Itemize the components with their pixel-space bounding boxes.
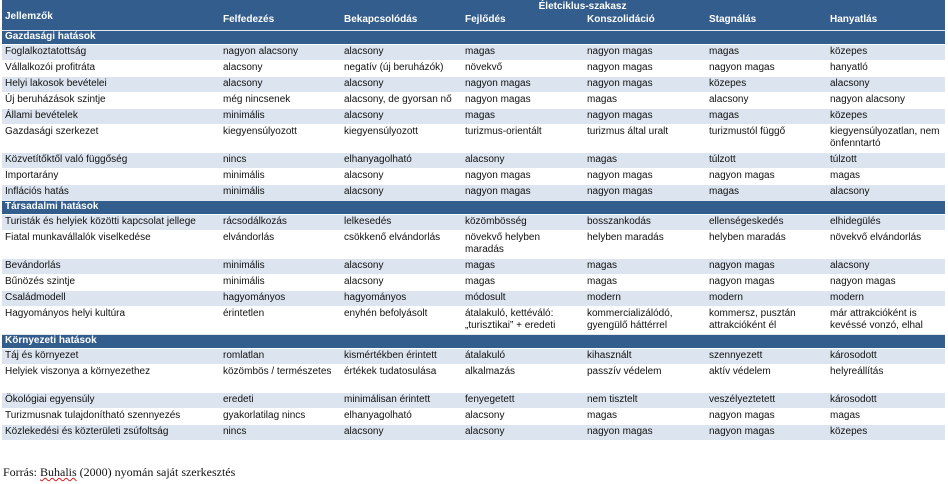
stage-value-cell: magas [584,409,706,425]
stage-value-cell: alacsony [341,185,462,201]
row-label: Bevándorlás [2,259,220,275]
row-label: Közlekedési és közterületi zsúfoltság [2,425,220,441]
stage-value-cell: elhanyagolható [341,153,462,169]
section-title: Környezeti hatások [2,335,945,349]
source-prefix: Forrás: [3,465,40,479]
stage-value-cell: magas [706,45,827,61]
row-label: Inflációs hatás [2,185,220,201]
stage-value-cell: nem tisztelt [584,393,706,409]
section-title: Társadalmi hatások [2,201,945,215]
table-row [2,93,945,109]
row-label: Új beruházások szintje [2,93,220,109]
stage-value-cell: minimális [220,259,341,275]
stage-value-cell: átalakuló [462,349,584,365]
stage-value-cell: bosszankodás [584,215,706,231]
stage-value-cell: nagyon magas [706,169,827,185]
stage-value-cell: növekvő elvándorlás [827,231,945,259]
stage-value-cell: nagyon magas [827,275,945,291]
table-row [2,125,945,153]
stage-value-cell: veszélyeztetett [706,393,827,409]
stage-value-cell: alacsony [220,77,341,93]
stage-value-cell: nagyon magas [706,425,827,441]
row-label: Közvetítőktől való függőség [2,153,220,169]
table-row [2,185,945,201]
stage-value-cell: aktív védelem [706,365,827,393]
row-label: Turizmusnak tulajdonítható szennyezés [2,409,220,425]
stage-value-cell: minimálisan érintett [341,393,462,409]
stage-value-cell: nagyon magas [584,169,706,185]
table-row [2,291,945,307]
stage-value-cell: gyakorlatilag nincs [220,409,341,425]
stage-value-cell: nagyon alacsony [827,93,945,109]
stage-value-cell: hagyományos [341,291,462,307]
stage-value-cell: elvándorlás [220,231,341,259]
section-header-row [2,201,945,215]
stage-value-cell: minimális [220,275,341,291]
stage-value-cell: nincs [220,425,341,441]
stage-header: Konszolidáció [584,14,706,31]
stage-value-cell: lelkesedés [341,215,462,231]
stage-value-cell: romlatlan [220,349,341,365]
stage-header: Stagnálás [706,14,827,31]
stage-value-cell: növekvő helyben maradás [462,231,584,259]
stage-value-cell: károsodott [827,349,945,365]
stage-value-cell: nincs [220,153,341,169]
stage-value-cell: nagyon magas [706,409,827,425]
stage-header: Felfedezés [220,14,341,31]
row-label: Állami bevételek [2,109,220,125]
row-label: Fiatal munkavállalók viselkedése [2,231,220,259]
stage-value-cell: nagyon magas [706,275,827,291]
stage-value-cell: magas [462,109,584,125]
stage-value-cell: közepes [827,425,945,441]
stage-value-cell: turizmus-orientált [462,125,584,153]
table-row [2,109,945,125]
table-row [2,275,945,291]
stage-value-cell: magas [462,275,584,291]
stage-value-cell: közepes [706,77,827,93]
row-label: Foglalkoztatottság [2,45,220,61]
stage-value-cell: alacsony [341,109,462,125]
stage-value-cell: nagyon magas [584,185,706,201]
stage-value-cell: modern [827,291,945,307]
table-row [2,259,945,275]
stage-value-cell: már attrakcióként is kevéssé vonzó, elhal [827,307,945,335]
table-row [2,61,945,77]
stage-value-cell: kismértékben érintett [341,349,462,365]
stage-value-cell: alacsony, de gyorsan nő [341,93,462,109]
stage-value-cell: enyhén befolyásolt [341,307,462,335]
stage-header: Fejlődés [462,14,584,31]
stage-value-cell: magas [584,259,706,275]
stage-value-cell: rácsodálkozás [220,215,341,231]
stage-value-cell: minimális [220,169,341,185]
stage-value-cell: magas [462,259,584,275]
stage-value-cell: értékek tudatosulása [341,365,462,393]
stage-value-cell: minimális [220,109,341,125]
stage-value-cell: helyreállítás [827,365,945,393]
table-row [2,307,945,335]
stage-value-cell: magas [706,185,827,201]
stage-value-cell: alacsony [341,45,462,61]
stage-value-cell: minimális [220,185,341,201]
table-row [2,169,945,185]
stage-value-cell: nagyon magas [584,45,706,61]
stage-value-cell: turizmus által uralt [584,125,706,153]
stage-value-cell: szennyezett [706,349,827,365]
stage-value-cell: turizmustól függő [706,125,827,153]
stage-value-cell: kiegyensúlyozatlan, nem önfenntartó [827,125,945,153]
stage-value-cell: érintetlen [220,307,341,335]
stage-value-cell: magas [827,409,945,425]
row-label: Bűnözés szintje [2,275,220,291]
stage-value-cell: növekvő [462,61,584,77]
table-row [2,215,945,231]
stage-header: Bekapcsolódás [341,14,462,31]
row-label: Családmodell [2,291,220,307]
table-row [2,231,945,259]
stage-value-cell: átalakuló, kettéváló: „turisztikai” + eredeti [462,307,584,335]
stage-value-cell: fenyegetett [462,393,584,409]
row-label: Táj és környezet [2,349,220,365]
stage-value-cell: nagyon magas [462,77,584,93]
stage-value-cell: hanyatló [827,61,945,77]
row-label: Gazdasági szerkezet [2,125,220,153]
stage-value-cell: alkalmazás [462,365,584,393]
stage-value-cell: közepes [827,109,945,125]
stage-value-cell: elhanyagolható [341,409,462,425]
stage-value-cell: ellenségeskedés [706,215,827,231]
stage-value-cell: alacsony [341,169,462,185]
stage-value-cell: magas [462,45,584,61]
stage-value-cell: passzív védelem [584,365,706,393]
stage-value-cell: magas [584,93,706,109]
header-row-group [2,0,945,14]
table-row [2,77,945,93]
stage-value-cell: kiegyensúlyozott [341,125,462,153]
stage-value-cell: közömbös / természetes [220,365,341,393]
table-row [2,349,945,365]
stage-value-cell: még nincsenek [220,93,341,109]
stage-value-cell: alacsony [341,259,462,275]
stage-value-cell: modern [584,291,706,307]
stage-value-cell: nagyon magas [584,77,706,93]
stage-value-cell: hagyományos [220,291,341,307]
stage-value-cell: alacsony [827,185,945,201]
source-author: Buhalis [40,465,77,479]
table-row [2,393,945,409]
stage-value-cell: nagyon magas [584,61,706,77]
stage-value-cell: kommersz, pusztán attrakcióként él [706,307,827,335]
row-label: Importarány [2,169,220,185]
stage-value-cell: károsodott [827,393,945,409]
stage-header: Hanyatlás [827,14,945,31]
stage-value-cell: magas [584,275,706,291]
stage-value-cell: kiegyensúlyozott [220,125,341,153]
stage-value-cell: alacsony [341,425,462,441]
stage-value-cell: negatív (új beruházók) [341,61,462,77]
stage-value-cell: alacsony [341,77,462,93]
stage-value-cell: nagyon magas [462,93,584,109]
stage-value-cell: magas [706,109,827,125]
row-label: Helyi lakosok bevételei [2,77,220,93]
stage-value-cell: nagyon magas [706,259,827,275]
stage-value-cell: nagyon magas [706,61,827,77]
row-label: Helyiek viszonya a környezethez [2,365,220,393]
row-label: Turisták és helyiek közötti kapcsolat jellege [2,215,220,231]
stage-value-cell: túlzott [827,153,945,169]
row-label: Vállalkozói profitráta [2,61,220,77]
stage-value-cell: nagyon magas [584,425,706,441]
row-label: Hagyományos helyi kultúra [2,307,220,335]
feature-column-header: Jellemzők [2,0,220,31]
section-title: Gazdasági hatások [2,31,945,45]
stage-value-cell: alacsony [827,77,945,93]
stage-value-cell: nagyon alacsony [220,45,341,61]
stage-value-cell: magas [584,153,706,169]
stage-value-cell: magas [827,169,945,185]
lifecycle-impact-table [2,0,945,440]
stage-value-cell: eredeti [220,393,341,409]
section-header-row [2,335,945,349]
section-header-row [2,31,945,45]
stage-value-cell: alacsony [706,93,827,109]
stage-value-cell: túlzott [706,153,827,169]
stage-value-cell: alacsony [462,153,584,169]
stage-value-cell: kommercializálódó, gyengülő háttérrel [584,307,706,335]
table-row [2,153,945,169]
stage-value-cell: kihasznált [584,349,706,365]
stage-value-cell: nagyon magas [462,185,584,201]
stage-value-cell: modern [706,291,827,307]
stage-value-cell: alacsony [827,259,945,275]
stage-value-cell: nagyon magas [584,109,706,125]
lifecycle-stage-group-header: Életciklus-szakasz [220,0,945,14]
table-row [2,45,945,61]
stage-value-cell: helyben maradás [706,231,827,259]
source-suffix: (2000) nyomán saját szerkesztés [76,465,236,479]
stage-value-cell: elhidegülés [827,215,945,231]
stage-value-cell: módosult [462,291,584,307]
table-row [2,409,945,425]
source-note [3,465,235,480]
stage-value-cell: alacsony [341,275,462,291]
stage-value-cell: alacsony [220,61,341,77]
row-label: Ökológiai egyensúly [2,393,220,409]
stage-value-cell: közömbösség [462,215,584,231]
table-row [2,425,945,441]
table-row [2,365,945,393]
stage-value-cell: alacsony [462,425,584,441]
stage-value-cell: alacsony [462,409,584,425]
stage-value-cell: közepes [827,45,945,61]
stage-value-cell: helyben maradás [584,231,706,259]
stage-value-cell: csökkenő elvándorlás [341,231,462,259]
stage-value-cell: nagyon magas [462,169,584,185]
